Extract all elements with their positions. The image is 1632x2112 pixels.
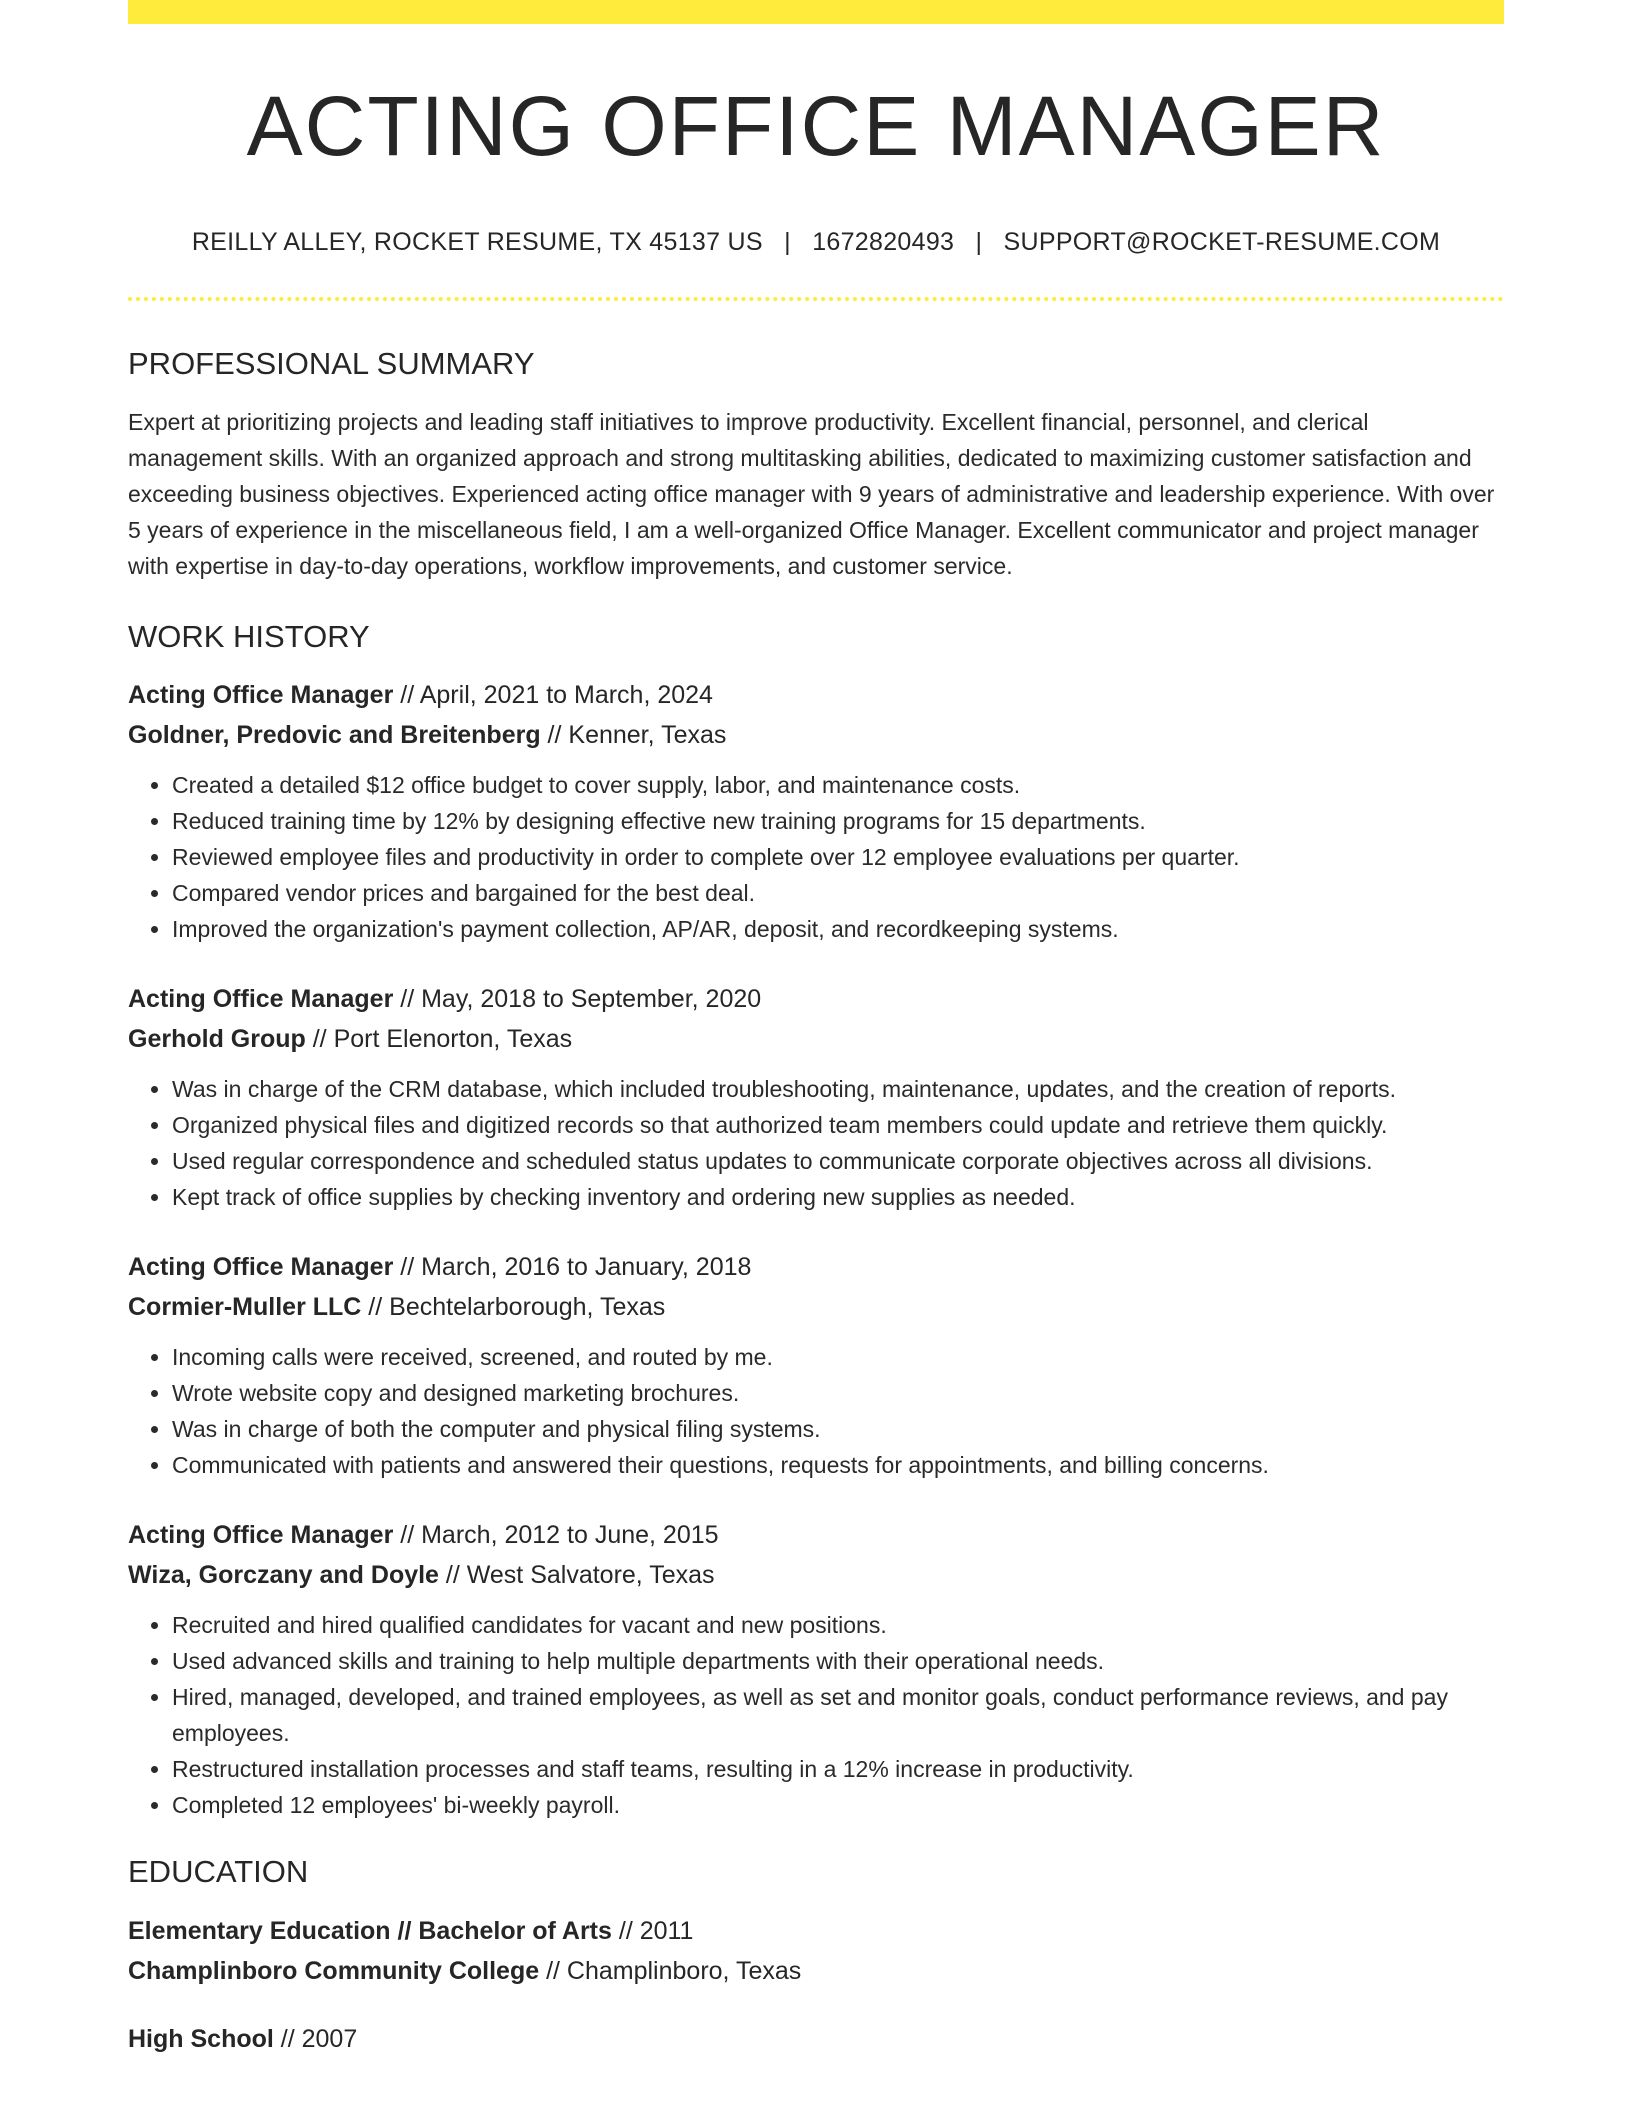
job-entry	[128, 1515, 1504, 1823]
job-location: // Kenner, Texas	[540, 721, 727, 750]
job-company: Gerhold Group	[128, 1025, 306, 1054]
education-degree: Elementary Education // Bachelor of Arts	[128, 1916, 612, 1945]
job-bullet: • Recruited and hired qualified candidates for vacant and new positions.	[172, 1607, 1504, 1643]
job-company-line	[128, 1287, 1504, 1327]
education-degree: High School	[128, 2024, 274, 2053]
job-bullet: • Incoming calls were received, screened, and routed by me.	[172, 1339, 1504, 1375]
accent-top-bar	[128, 0, 1504, 24]
job-bullet: • Used regular correspondence and scheduled status updates to communicate corporate objectives across all divisions.	[172, 1143, 1504, 1179]
job-bullet: • Communicated with patients and answered their questions, requests for appointments, and billing concerns.	[172, 1447, 1504, 1483]
contact-phone: 1672820493	[812, 228, 955, 256]
job-title: Acting Office Manager	[128, 681, 394, 710]
job-title-line	[128, 1247, 1504, 1287]
resume-title: ACTING OFFICE MANAGER	[246, 79, 1386, 173]
education-entry	[128, 2019, 1504, 2059]
job-bullets	[128, 1339, 1504, 1483]
job-bullet: • Completed 12 employees' bi-weekly payroll.	[172, 1787, 1504, 1823]
contact-email: SUPPORT@ROCKET-RESUME.COM	[1003, 228, 1441, 256]
job-company: Goldner, Predovic and Breitenberg	[128, 721, 541, 750]
education-school-line	[128, 1951, 1504, 1991]
dotted-divider	[128, 297, 1504, 301]
job-bullet: • Was in charge of both the computer and physical filing systems.	[172, 1411, 1504, 1447]
education-year: // 2007	[273, 2024, 358, 2053]
contact-address: REILLY ALLEY, ROCKET RESUME, TX 45137 US	[191, 228, 763, 256]
job-location: // Bechtelarborough, Texas	[361, 1293, 666, 1322]
contact-line	[128, 228, 1504, 257]
job-bullet: • Hired, managed, developed, and trained employees, as well as set and monitor goals, conduct performance reviews, and pay employees.	[172, 1679, 1504, 1751]
job-location: // Port Elenorton, Texas	[305, 1025, 573, 1054]
job-entry	[128, 979, 1504, 1215]
job-dates: // May, 2018 to September, 2020	[393, 985, 762, 1014]
contact-separator: |	[784, 228, 791, 256]
contact-separator: |	[975, 228, 983, 256]
job-bullet: • Improved the organization's payment collection, AP/AR, deposit, and recordkeeping systems.	[172, 911, 1504, 947]
job-entry	[128, 675, 1504, 947]
work-history-heading: WORK HISTORY	[128, 619, 370, 655]
job-title-line	[128, 675, 1504, 715]
job-bullet: • Organized physical files and digitized records so that authorized team members could update and retrieve them quickly.	[172, 1107, 1504, 1143]
job-bullet: • Created a detailed $12 office budget to cover supply, labor, and maintenance costs.	[172, 767, 1504, 803]
job-dates: // March, 2016 to January, 2018	[393, 1253, 752, 1282]
job-bullet: • Was in charge of the CRM database, which included troubleshooting, maintenance, updates, and the creation of reports.	[172, 1071, 1504, 1107]
education-entry	[128, 1911, 1504, 1991]
job-company: Wiza, Gorczany and Doyle	[128, 1561, 439, 1590]
education-degree-line	[128, 1911, 1504, 1951]
job-bullet: • Compared vendor prices and bargained for the best deal.	[172, 875, 1504, 911]
summary-text: Expert at prioritizing projects and leading staff initiatives to improve productivity. Excellent financial, personnel, and clerical management skills. With an organized approach and strong multitasking abilities, dedicated to maximizing customer satisfaction and exceeding business objectives. Experienced acting office manager with 9 years of administrative and leadership experience. With over 5 years of experience in the miscellaneous field, I am a well-organized Office Manager. Excellent communicator and project manager with expertise in day-to-day operations, workflow improvements, and customer service.	[128, 409, 1495, 580]
job-company: Cormier-Muller LLC	[128, 1293, 362, 1322]
job-bullet: • Reduced training time by 12% by designing effective new training programs for 15 departments.	[172, 803, 1504, 839]
job-location: // West Salvatore, Texas	[438, 1561, 715, 1590]
job-title: Acting Office Manager	[128, 985, 394, 1014]
job-bullets	[128, 767, 1504, 947]
job-title: Acting Office Manager	[128, 1521, 394, 1550]
job-bullet: • Restructured installation processes and staff teams, resulting in a 12% increase in productivity.	[172, 1751, 1504, 1787]
job-title-line	[128, 1515, 1504, 1555]
education-school: Champlinboro Community College	[128, 1956, 540, 1985]
education-heading: EDUCATION	[128, 1854, 309, 1890]
job-bullets	[128, 1071, 1504, 1215]
job-dates: // March, 2012 to June, 2015	[393, 1521, 719, 1550]
job-company-line	[128, 1019, 1504, 1059]
job-title: Acting Office Manager	[128, 1253, 394, 1282]
job-title-line	[128, 979, 1504, 1019]
job-bullet: • Wrote website copy and designed marketing brochures.	[172, 1375, 1504, 1411]
job-bullet: • Used advanced skills and training to help multiple departments with their operational needs.	[172, 1643, 1504, 1679]
job-entry	[128, 1247, 1504, 1483]
summary-heading: PROFESSIONAL SUMMARY	[128, 346, 535, 381]
job-company-line	[128, 715, 1504, 755]
education-year: // 2011	[611, 1916, 694, 1945]
resume-page	[128, 0, 1504, 2059]
job-dates: // April, 2021 to March, 2024	[393, 681, 713, 710]
job-bullet: • Reviewed employee files and productivity in order to complete over 12 employee evaluations per quarter.	[172, 839, 1504, 875]
job-bullet: • Kept track of office supplies by checking inventory and ordering new supplies as needed.	[172, 1179, 1504, 1215]
education-degree-line	[128, 2019, 1504, 2059]
job-company-line	[128, 1555, 1504, 1595]
job-bullets	[128, 1607, 1504, 1823]
education-location: // Champlinboro, Texas	[539, 1956, 802, 1985]
